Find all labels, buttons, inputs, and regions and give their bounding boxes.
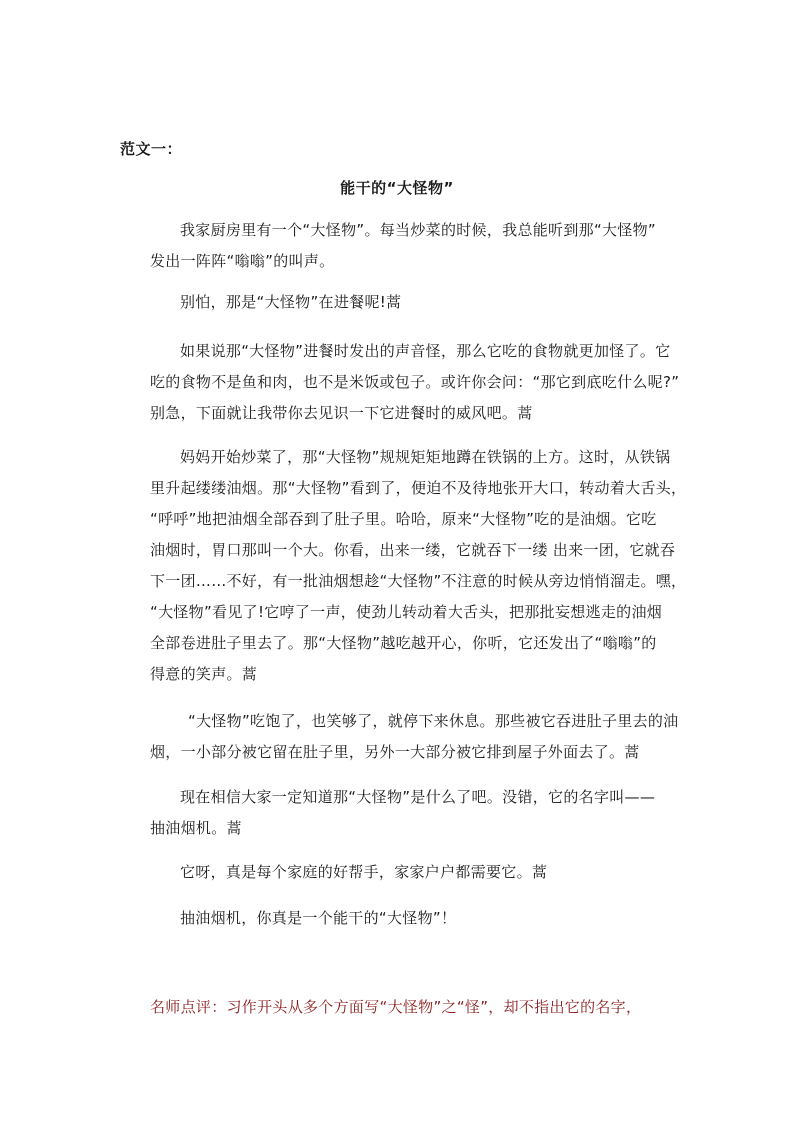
paragraph-line: 全部卷进肚子里去了。那“大怪物”越吃越开心，你听，它还发出了“嗡嗡”的: [150, 634, 657, 652]
paragraph-line: 别怕，那是“大怪物”在进餐呢!蒿: [180, 293, 402, 311]
paragraph-3: [120, 336, 680, 429]
paragraph-line: “呼呼”地把油烟全部吞到了肚子里。哈哈，原来“大怪物”吃的是油烟。它吃: [150, 510, 657, 528]
paragraph-line: “大怪物”看见了!它哼了一声，使劲儿转动着大舌头，把那批妄想逃走的油烟: [150, 603, 663, 621]
paragraph-line: 妈妈开始炒菜了，那“大怪物”规规矩矩地蹲在铁锅的上方。这时，从铁锅: [180, 448, 671, 466]
paragraph-line: 抽油烟机。蒿: [150, 819, 242, 837]
paragraph-line: 油烟时，胃口那叫一个大。你看，出来一缕，它就吞下一缕 出来一团，它就吞: [150, 541, 676, 559]
sample-label: 范文一：: [120, 140, 183, 158]
teacher-comment: 名师点评：习作开头从多个方面写“大怪物”之“怪”，却不指出它的名字，: [150, 998, 642, 1016]
paragraph-line: 烟，一小部分被它留在肚子里，另外一大部分被它排到屋子外面去了。蒿: [150, 743, 640, 761]
paragraph-line: 它呀，真是每个家庭的好帮手，家家户户都需要它。蒿: [180, 863, 548, 881]
paragraph-4: [120, 442, 687, 690]
paragraph-line: 得意的笑声。蒿: [150, 665, 258, 683]
paragraph-line: 别急，下面就让我带你去见识一下它进餐时的威风吧。蒿: [150, 404, 533, 422]
paragraph-2: [120, 287, 676, 318]
paragraph-6: [120, 782, 676, 844]
paragraph-line: 下一团……不好，有一批油烟想趁“大怪物”不注意的时候从旁边悄悄溜走。嘿，: [150, 572, 687, 590]
paragraph-8: [120, 903, 676, 934]
paragraph-line: 里升起缕缕油烟。那“大怪物”看到了，便迫不及待地张开大口，转动着大舌头，: [150, 479, 687, 497]
paragraph-line: 吃的食物不是鱼和肉，也不是米饭或包子。或许你会问：“那它到底吃什么呢?”: [150, 373, 680, 391]
paragraph-line: 如果说那“大怪物”进餐时发出的声音怪，那么它吃的食物就更加怪了。它: [180, 342, 671, 360]
paragraph-line: “大怪物”吃饱了，也笑够了，就停下来休息。那些被它吞进肚子里去的油: [188, 712, 679, 730]
paragraph-1: [120, 215, 676, 277]
essay-title: 能干的“大怪物”: [340, 179, 454, 197]
paragraph-line: 发出一阵阵“嗡嗡”的叫声。: [150, 252, 335, 270]
paragraph-7: [120, 857, 676, 888]
paragraph-line: 抽油烟机，你真是一个能干的“大怪物”！: [180, 909, 457, 927]
paragraph-line: 现在相信大家一定知道那“大怪物”是什么了吧。没错，它的名字叫——: [180, 788, 656, 806]
paragraph-line: 我家厨房里有一个“大怪物”。每当炒菜的时候，我总能听到那“大怪物”: [180, 221, 656, 239]
paragraph-5: [120, 706, 679, 768]
